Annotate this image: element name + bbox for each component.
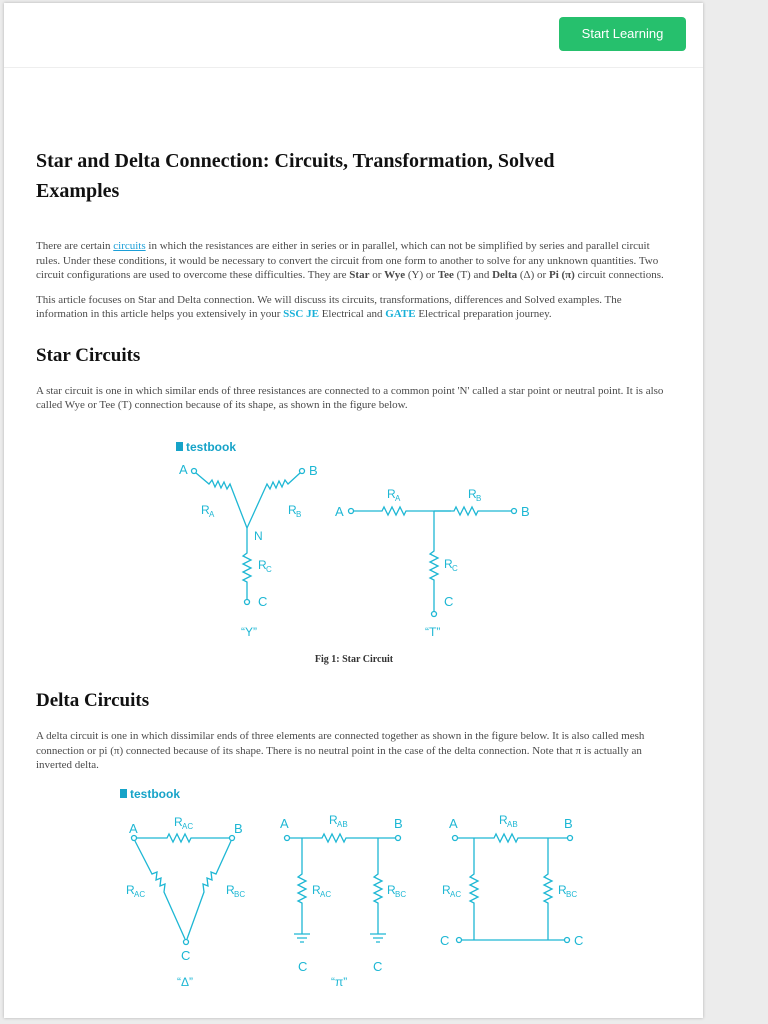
star-heading: Star Circuits — [36, 344, 141, 366]
y-network — [179, 462, 318, 639]
svg-text:BC: BC — [234, 890, 246, 899]
svg-text:R: R — [174, 815, 183, 829]
star-figure-caption: Fig 1: Star Circuit — [314, 654, 394, 665]
t-shape-label: “T” — [425, 625, 441, 639]
svg-text:C: C — [452, 564, 458, 573]
svg-text:R: R — [499, 813, 508, 827]
neutral-point-label: N — [254, 529, 263, 543]
article-content — [36, 146, 672, 413]
circuits-link[interactable]: circuits — [113, 240, 146, 252]
top-bar — [4, 3, 703, 68]
svg-text:C: C — [181, 948, 191, 963]
svg-text:A: A — [209, 510, 215, 519]
svg-text:R: R — [201, 503, 210, 517]
y-shape-label: “Y” — [241, 625, 257, 639]
svg-text:BC: BC — [566, 890, 578, 899]
svg-text:BC: BC — [395, 890, 407, 899]
pi-shape-label: “π” — [331, 975, 348, 989]
y-node-c-label: C — [258, 594, 268, 609]
svg-text:R: R — [442, 883, 451, 897]
t-node-c-label: C — [444, 594, 454, 609]
svg-text:A: A — [280, 816, 289, 831]
svg-text:R: R — [387, 883, 396, 897]
svg-text:R: R — [558, 883, 567, 897]
svg-text:R: R — [226, 883, 235, 897]
svg-text:A: A — [129, 821, 138, 836]
svg-text:R: R — [468, 487, 477, 501]
delta-paragraph: A delta circuit is one in which dissimilar ends of three elements are connected together as shown in the figure below. It is also called mesh connection or pi (π) connected because of its shape. There is no neutral point in the case of the delta connection. Note that π is actually an inverted delta. — [36, 730, 645, 771]
star-circuit-figure — [164, 436, 544, 641]
svg-text:R: R — [288, 503, 297, 517]
svg-text:C: C — [440, 933, 450, 948]
svg-text:A: A — [395, 494, 401, 503]
t-node-b-label: B — [521, 504, 530, 519]
svg-text:testbook: testbook — [130, 787, 181, 801]
intro-paragraph-1: There are certain circuits in which the resistances are either in series or in parallel, which can not be simplified by series and parallel circuit rules. Under these conditions, it would be necessary to convert the circuit from one form to another to solve for any unknown quantities. Two circuit configurations are used to overcome these difficulties. They are Star or Wye (Y) or Tee (T) and Delta (Δ) or Pi (π) circuit connections. — [36, 240, 664, 281]
svg-text:B: B — [296, 510, 302, 519]
pi-network — [280, 813, 406, 989]
start-learning-button[interactable]: Start Learning — [559, 17, 686, 51]
svg-text:C: C — [373, 959, 383, 974]
svg-text:C: C — [298, 959, 308, 974]
testbook-logo-icon — [176, 442, 183, 451]
svg-text:R: R — [126, 883, 135, 897]
svg-text:B: B — [564, 816, 573, 831]
delta-network — [126, 815, 245, 989]
intro-paragraph-2: This article focuses on Star and Delta connection. We will discuss its circuits, transformations, differences and Solved examples. The information in this article helps you extensively in your SSC JE Electrical and GATE Electrical preparation journey. — [36, 293, 622, 320]
svg-text:B: B — [476, 494, 482, 503]
delta-heading: Delta Circuits — [36, 690, 150, 711]
testbook-logo-icon — [120, 789, 127, 798]
svg-text:AB: AB — [507, 820, 518, 829]
svg-text:testbook: testbook — [186, 440, 237, 454]
rect-network — [440, 813, 583, 948]
svg-text:C: C — [574, 933, 584, 948]
svg-text:R: R — [312, 883, 321, 897]
testbook-logo-2 — [120, 787, 180, 801]
svg-text:AB: AB — [337, 820, 348, 829]
page-title: Star and Delta Connection: Circuits, Transformation, Solved Examples — [36, 150, 555, 202]
svg-text:A: A — [449, 816, 458, 831]
svg-text:AC: AC — [450, 890, 462, 899]
star-paragraph: A star circuit is one in which similar ends of three resistances are connected to a common point 'N' called a star point or neutral point. It is also called Wye or Tee (T) connection because of its shape, as shown in the figure below. — [36, 384, 664, 411]
ssc-je-link[interactable]: SSC JE — [283, 308, 319, 320]
y-node-a-label: A — [179, 462, 188, 477]
svg-text:B: B — [394, 816, 403, 831]
svg-text:AC: AC — [134, 890, 146, 899]
svg-text:R: R — [329, 813, 338, 827]
svg-text:C: C — [266, 565, 272, 574]
svg-text:R: R — [387, 487, 396, 501]
svg-text:R: R — [258, 558, 267, 572]
delta-circuit-figure — [112, 784, 602, 994]
gate-link[interactable]: GATE — [385, 308, 416, 320]
svg-text:R: R — [444, 557, 453, 571]
y-node-b-label: B — [309, 463, 318, 478]
article-page — [4, 3, 703, 1018]
svg-text:AC: AC — [182, 822, 194, 831]
t-node-a-label: A — [335, 504, 344, 519]
delta-section — [36, 689, 672, 773]
svg-text:B: B — [234, 821, 243, 836]
t-network — [335, 487, 530, 639]
delta-shape-label: “Δ” — [177, 975, 194, 989]
svg-text:AC: AC — [320, 890, 332, 899]
testbook-logo — [176, 440, 236, 454]
